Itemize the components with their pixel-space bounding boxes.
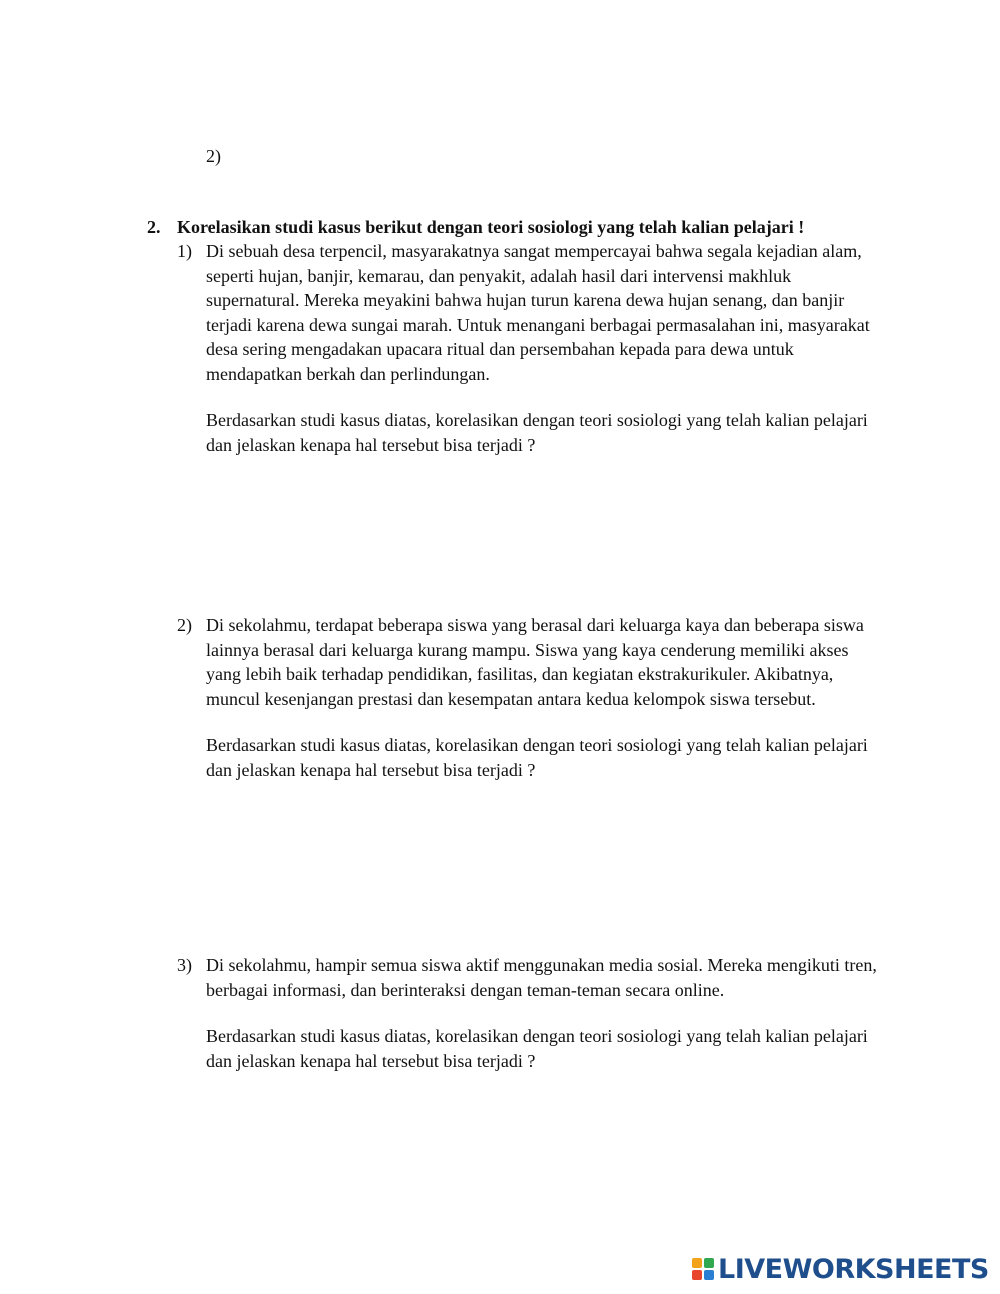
liveworksheets-logo-icon [692, 1258, 714, 1280]
watermark-text: LIVEWORKSHEETS [718, 1253, 989, 1285]
case-prompt: Berdasarkan studi kasus diatas, korelasikan dengan teori sosiologi yang telah kalian pelajari dan jelaskan kenapa hal tersebut bisa terjadi ? [206, 410, 868, 455]
case-study-3 [177, 953, 877, 1073]
case-story: Di sekolahmu, hampir semua siswa aktif menggunakan media sosial. Mereka mengikuti tren, berbagai informasi, dan berinteraksi dengan teman-teman secara online. [206, 955, 877, 1000]
case-study-2 [177, 613, 877, 782]
case-number: 1) [177, 241, 192, 261]
question-title: Korelasikan studi kasus berikut dengan teori sosiologi yang telah kalian pelajari ! [177, 217, 805, 237]
case-prompt: Berdasarkan studi kasus diatas, korelasikan dengan teori sosiologi yang telah kalian pelajari dan jelaskan kenapa hal tersebut bisa terjadi ? [206, 1026, 868, 1071]
question-number: 2. [147, 217, 161, 237]
case-prompt: Berdasarkan studi kasus diatas, korelasikan dengan teori sosiologi yang telah kalian pelajari dan jelaskan kenapa hal tersebut bisa terjadi ? [206, 735, 868, 780]
previous-item-number: 2) [206, 146, 221, 166]
case-number: 2) [177, 615, 192, 635]
case-story: Di sekolahmu, terdapat beberapa siswa yang berasal dari keluarga kaya dan beberapa siswa lainnya berasal dari keluarga kurang mampu. Siswa yang kaya cenderung memiliki akses yang lebih baik terhadap pendidikan, fasilitas, dan kegiatan ekstrakurikuler. Akibatnya, muncul kesenjangan prestasi dan kesempatan antara kedua kelompok siswa tersebut. [206, 615, 864, 709]
case-story: Di sebuah desa terpencil, masyarakatnya sangat mempercayai bahwa segala kejadian alam, seperti hujan, banjir, kemarau, dan penyakit, adalah hasil dari intervensi makhluk supernatural. Mereka meyakini bahwa hujan turun karena dewa hujan senang, dan banjir terjadi karena dewa sungai marah. Untuk menangani berbagai permasalahan ini, masyarakat desa sering mengadakan upacara ritual dan persembahan kepada para dewa untuk mendapatkan berkah dan perlindungan. [206, 241, 870, 384]
liveworksheets-logo [692, 1253, 989, 1285]
case-number: 3) [177, 955, 192, 975]
case-study-1 [177, 239, 877, 457]
question-heading [147, 216, 804, 238]
